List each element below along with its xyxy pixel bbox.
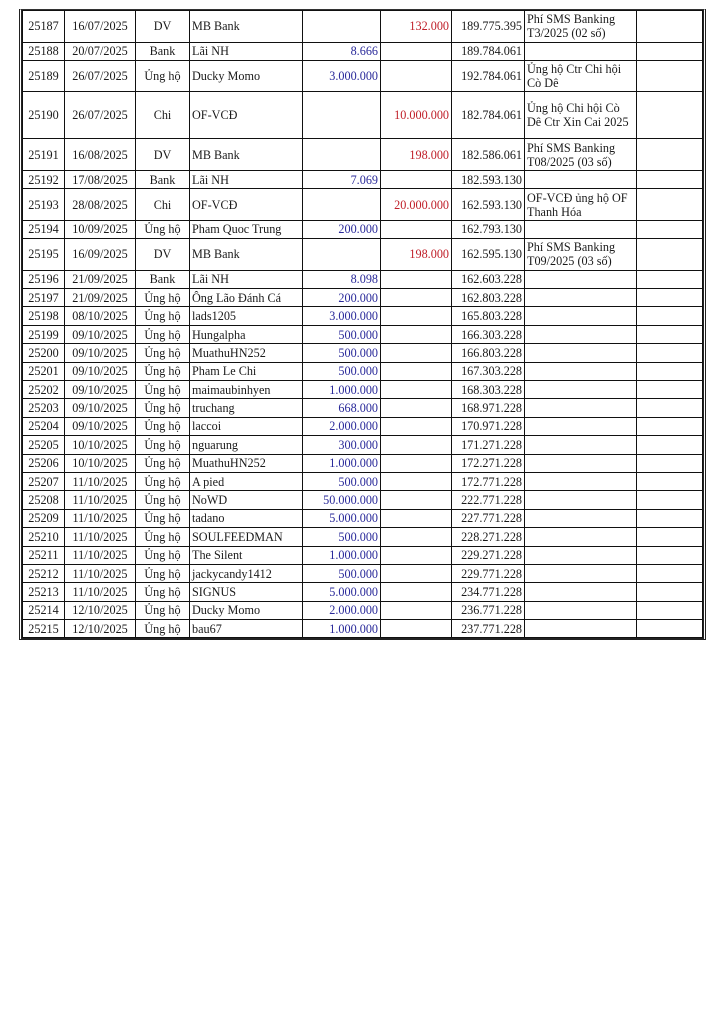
row-income: 2.000.000 bbox=[303, 417, 381, 435]
row-note bbox=[525, 509, 637, 527]
table-row bbox=[23, 239, 703, 271]
table-row bbox=[23, 399, 703, 417]
row-date: 11/10/2025 bbox=[65, 472, 136, 490]
row-extra bbox=[637, 381, 703, 399]
row-balance: 166.803.228 bbox=[452, 344, 525, 362]
row-balance: 234.771.228 bbox=[452, 583, 525, 601]
row-balance: 162.793.130 bbox=[452, 220, 525, 238]
row-date: 16/07/2025 bbox=[65, 11, 136, 43]
row-extra bbox=[637, 454, 703, 472]
row-balance: 229.771.228 bbox=[452, 564, 525, 582]
row-number: 25197 bbox=[23, 289, 65, 307]
row-expense bbox=[381, 307, 452, 325]
row-expense bbox=[381, 546, 452, 564]
row-name: tadano bbox=[190, 509, 303, 527]
row-note bbox=[525, 454, 637, 472]
row-date: 11/10/2025 bbox=[65, 528, 136, 546]
row-extra bbox=[637, 546, 703, 564]
row-extra bbox=[637, 270, 703, 288]
row-income: 200.000 bbox=[303, 289, 381, 307]
row-type: Ủng hộ bbox=[136, 344, 190, 362]
row-date: 21/09/2025 bbox=[65, 289, 136, 307]
row-number: 25205 bbox=[23, 436, 65, 454]
row-type: Ủng hộ bbox=[136, 60, 190, 92]
row-date: 08/10/2025 bbox=[65, 307, 136, 325]
row-number: 25204 bbox=[23, 417, 65, 435]
table-row bbox=[23, 344, 703, 362]
row-note bbox=[525, 417, 637, 435]
table-row bbox=[23, 270, 703, 288]
row-date: 12/10/2025 bbox=[65, 620, 136, 638]
row-income: 200.000 bbox=[303, 220, 381, 238]
row-income: 5.000.000 bbox=[303, 583, 381, 601]
row-number: 25191 bbox=[23, 139, 65, 171]
row-balance: 189.775.395 bbox=[452, 11, 525, 43]
row-extra bbox=[637, 472, 703, 490]
row-extra bbox=[637, 528, 703, 546]
row-income bbox=[303, 239, 381, 271]
row-number: 25207 bbox=[23, 472, 65, 490]
row-income bbox=[303, 189, 381, 221]
row-number: 25198 bbox=[23, 307, 65, 325]
row-number: 25208 bbox=[23, 491, 65, 509]
row-note bbox=[525, 620, 637, 638]
row-balance: 236.771.228 bbox=[452, 601, 525, 619]
row-income: 7.069 bbox=[303, 170, 381, 188]
row-expense bbox=[381, 344, 452, 362]
row-income: 1.000.000 bbox=[303, 381, 381, 399]
row-note bbox=[525, 546, 637, 564]
row-expense bbox=[381, 289, 452, 307]
row-name: A pied bbox=[190, 472, 303, 490]
row-extra bbox=[637, 60, 703, 92]
row-expense bbox=[381, 42, 452, 60]
row-extra bbox=[637, 239, 703, 271]
row-expense bbox=[381, 436, 452, 454]
row-type: Ủng hộ bbox=[136, 381, 190, 399]
row-extra bbox=[637, 344, 703, 362]
row-note: OF-VCĐ ủng hộ OF Thanh Hóa bbox=[525, 189, 637, 221]
row-type: Ủng hộ bbox=[136, 528, 190, 546]
row-name: The Silent bbox=[190, 546, 303, 564]
row-type: Bank bbox=[136, 270, 190, 288]
row-name: Pham Le Chi bbox=[190, 362, 303, 380]
table-row bbox=[23, 11, 703, 43]
row-note bbox=[525, 289, 637, 307]
row-expense bbox=[381, 381, 452, 399]
ledger-body bbox=[23, 11, 703, 638]
row-balance: 227.771.228 bbox=[452, 509, 525, 527]
row-expense bbox=[381, 601, 452, 619]
row-expense bbox=[381, 362, 452, 380]
table-row bbox=[23, 381, 703, 399]
row-type: Ủng hộ bbox=[136, 546, 190, 564]
row-note bbox=[525, 601, 637, 619]
table-row bbox=[23, 472, 703, 490]
row-name: Lãi NH bbox=[190, 42, 303, 60]
table-row bbox=[23, 546, 703, 564]
row-type: Ủng hộ bbox=[136, 325, 190, 343]
row-type: Ủng hộ bbox=[136, 454, 190, 472]
row-number: 25200 bbox=[23, 344, 65, 362]
row-expense: 198.000 bbox=[381, 139, 452, 171]
row-type: DV bbox=[136, 139, 190, 171]
row-type: Bank bbox=[136, 42, 190, 60]
row-number: 25210 bbox=[23, 528, 65, 546]
row-note bbox=[525, 325, 637, 343]
row-number: 25211 bbox=[23, 546, 65, 564]
row-expense bbox=[381, 620, 452, 638]
row-extra bbox=[637, 601, 703, 619]
row-type: Ủng hộ bbox=[136, 436, 190, 454]
row-note bbox=[525, 381, 637, 399]
row-balance: 182.784.061 bbox=[452, 92, 525, 139]
row-name: maimaubinhyen bbox=[190, 381, 303, 399]
row-number: 25213 bbox=[23, 583, 65, 601]
row-income: 300.000 bbox=[303, 436, 381, 454]
row-type: Ủng hộ bbox=[136, 509, 190, 527]
table-row bbox=[23, 362, 703, 380]
row-number: 25215 bbox=[23, 620, 65, 638]
row-extra bbox=[637, 417, 703, 435]
row-date: 21/09/2025 bbox=[65, 270, 136, 288]
row-name: Lãi NH bbox=[190, 170, 303, 188]
row-type: Ủng hộ bbox=[136, 220, 190, 238]
row-expense bbox=[381, 417, 452, 435]
row-balance: 162.603.228 bbox=[452, 270, 525, 288]
table-row bbox=[23, 325, 703, 343]
row-balance: 172.771.228 bbox=[452, 472, 525, 490]
row-name: MuathuHN252 bbox=[190, 344, 303, 362]
row-date: 11/10/2025 bbox=[65, 546, 136, 564]
row-date: 16/09/2025 bbox=[65, 239, 136, 271]
table-row bbox=[23, 139, 703, 171]
row-balance: 162.595.130 bbox=[452, 239, 525, 271]
row-date: 10/10/2025 bbox=[65, 454, 136, 472]
row-balance: 229.271.228 bbox=[452, 546, 525, 564]
row-type: DV bbox=[136, 11, 190, 43]
row-balance: 165.803.228 bbox=[452, 307, 525, 325]
row-expense bbox=[381, 472, 452, 490]
row-number: 25195 bbox=[23, 239, 65, 271]
row-expense bbox=[381, 170, 452, 188]
row-extra bbox=[637, 11, 703, 43]
row-note bbox=[525, 344, 637, 362]
row-income: 500.000 bbox=[303, 472, 381, 490]
row-income: 2.000.000 bbox=[303, 601, 381, 619]
row-number: 25194 bbox=[23, 220, 65, 238]
row-expense bbox=[381, 583, 452, 601]
table-row bbox=[23, 92, 703, 139]
row-expense bbox=[381, 325, 452, 343]
row-date: 10/09/2025 bbox=[65, 220, 136, 238]
row-number: 25214 bbox=[23, 601, 65, 619]
row-number: 25199 bbox=[23, 325, 65, 343]
row-date: 26/07/2025 bbox=[65, 92, 136, 139]
row-type: DV bbox=[136, 239, 190, 271]
row-name: MuathuHN252 bbox=[190, 454, 303, 472]
row-number: 25202 bbox=[23, 381, 65, 399]
table-row bbox=[23, 528, 703, 546]
row-date: 28/08/2025 bbox=[65, 189, 136, 221]
row-balance: 162.803.228 bbox=[452, 289, 525, 307]
row-income: 500.000 bbox=[303, 344, 381, 362]
row-type: Ủng hộ bbox=[136, 362, 190, 380]
row-extra bbox=[637, 325, 703, 343]
row-income: 50.000.000 bbox=[303, 491, 381, 509]
table-row bbox=[23, 170, 703, 188]
row-type: Ủng hộ bbox=[136, 601, 190, 619]
row-note bbox=[525, 307, 637, 325]
row-extra bbox=[637, 307, 703, 325]
row-name: Ducky Momo bbox=[190, 601, 303, 619]
row-expense: 132.000 bbox=[381, 11, 452, 43]
row-income: 5.000.000 bbox=[303, 509, 381, 527]
row-expense: 198.000 bbox=[381, 239, 452, 271]
row-date: 09/10/2025 bbox=[65, 399, 136, 417]
row-number: 25187 bbox=[23, 11, 65, 43]
row-date: 09/10/2025 bbox=[65, 417, 136, 435]
row-extra bbox=[637, 189, 703, 221]
table-row bbox=[23, 220, 703, 238]
table-row bbox=[23, 436, 703, 454]
row-balance: 189.784.061 bbox=[452, 42, 525, 60]
row-income: 3.000.000 bbox=[303, 60, 381, 92]
ledger-table bbox=[22, 10, 703, 638]
row-date: 16/08/2025 bbox=[65, 139, 136, 171]
row-note bbox=[525, 170, 637, 188]
row-extra bbox=[637, 362, 703, 380]
row-date: 11/10/2025 bbox=[65, 491, 136, 509]
row-extra bbox=[637, 564, 703, 582]
row-number: 25189 bbox=[23, 60, 65, 92]
row-expense bbox=[381, 60, 452, 92]
row-name: laccoi bbox=[190, 417, 303, 435]
table-row bbox=[23, 42, 703, 60]
row-balance: 168.971.228 bbox=[452, 399, 525, 417]
row-expense bbox=[381, 491, 452, 509]
row-number: 25203 bbox=[23, 399, 65, 417]
row-note bbox=[525, 42, 637, 60]
table-row bbox=[23, 601, 703, 619]
table-row bbox=[23, 620, 703, 638]
row-type: Ủng hộ bbox=[136, 491, 190, 509]
row-type: Ủng hộ bbox=[136, 472, 190, 490]
row-name: OF-VCĐ bbox=[190, 92, 303, 139]
row-extra bbox=[637, 491, 703, 509]
row-name: OF-VCĐ bbox=[190, 189, 303, 221]
row-income: 500.000 bbox=[303, 564, 381, 582]
row-type: Ủng hộ bbox=[136, 583, 190, 601]
table-row bbox=[23, 454, 703, 472]
row-income: 1.000.000 bbox=[303, 620, 381, 638]
row-extra bbox=[637, 220, 703, 238]
table-row bbox=[23, 189, 703, 221]
row-expense bbox=[381, 270, 452, 288]
row-name: SIGNUS bbox=[190, 583, 303, 601]
row-date: 09/10/2025 bbox=[65, 325, 136, 343]
row-note bbox=[525, 583, 637, 601]
row-expense bbox=[381, 528, 452, 546]
row-type: Ủng hộ bbox=[136, 289, 190, 307]
row-type: Ủng hộ bbox=[136, 417, 190, 435]
row-name: lads1205 bbox=[190, 307, 303, 325]
row-extra bbox=[637, 42, 703, 60]
row-name: bau67 bbox=[190, 620, 303, 638]
row-extra bbox=[637, 139, 703, 171]
row-date: 09/10/2025 bbox=[65, 344, 136, 362]
row-type: Ủng hộ bbox=[136, 564, 190, 582]
row-name: MB Bank bbox=[190, 139, 303, 171]
row-expense bbox=[381, 509, 452, 527]
row-date: 11/10/2025 bbox=[65, 564, 136, 582]
row-name: MB Bank bbox=[190, 11, 303, 43]
row-balance: 162.593.130 bbox=[452, 189, 525, 221]
row-extra bbox=[637, 620, 703, 638]
row-extra bbox=[637, 583, 703, 601]
table-row bbox=[23, 509, 703, 527]
row-balance: 167.303.228 bbox=[452, 362, 525, 380]
row-note: Phí SMS Banking T09/2025 (03 số) bbox=[525, 239, 637, 271]
row-expense bbox=[381, 220, 452, 238]
row-note bbox=[525, 528, 637, 546]
row-note: Phí SMS Banking T08/2025 (03 số) bbox=[525, 139, 637, 171]
row-number: 25201 bbox=[23, 362, 65, 380]
row-income bbox=[303, 92, 381, 139]
row-note bbox=[525, 399, 637, 417]
row-name: Ducky Momo bbox=[190, 60, 303, 92]
row-expense bbox=[381, 564, 452, 582]
row-type: Chi bbox=[136, 92, 190, 139]
row-balance: 182.593.130 bbox=[452, 170, 525, 188]
row-name: truchang bbox=[190, 399, 303, 417]
row-expense bbox=[381, 399, 452, 417]
row-number: 25209 bbox=[23, 509, 65, 527]
row-note: Ủng hộ Chi hội Cò Dê Ctr Xin Cai 2025 bbox=[525, 92, 637, 139]
row-name: NoWD bbox=[190, 491, 303, 509]
row-extra bbox=[637, 289, 703, 307]
row-income: 668.000 bbox=[303, 399, 381, 417]
table-row bbox=[23, 417, 703, 435]
row-number: 25188 bbox=[23, 42, 65, 60]
row-balance: 168.303.228 bbox=[452, 381, 525, 399]
row-extra bbox=[637, 436, 703, 454]
row-income bbox=[303, 11, 381, 43]
row-balance: 170.971.228 bbox=[452, 417, 525, 435]
row-note bbox=[525, 436, 637, 454]
row-number: 25192 bbox=[23, 170, 65, 188]
row-date: 12/10/2025 bbox=[65, 601, 136, 619]
row-income: 3.000.000 bbox=[303, 307, 381, 325]
row-number: 25193 bbox=[23, 189, 65, 221]
row-income: 500.000 bbox=[303, 528, 381, 546]
row-balance: 172.271.228 bbox=[452, 454, 525, 472]
row-date: 09/10/2025 bbox=[65, 362, 136, 380]
row-type: Chi bbox=[136, 189, 190, 221]
table-row bbox=[23, 564, 703, 582]
row-number: 25196 bbox=[23, 270, 65, 288]
row-expense: 20.000.000 bbox=[381, 189, 452, 221]
row-balance: 222.771.228 bbox=[452, 491, 525, 509]
row-number: 25206 bbox=[23, 454, 65, 472]
row-note bbox=[525, 362, 637, 380]
row-note bbox=[525, 472, 637, 490]
row-name: MB Bank bbox=[190, 239, 303, 271]
row-date: 09/10/2025 bbox=[65, 381, 136, 399]
row-date: 20/07/2025 bbox=[65, 42, 136, 60]
row-extra bbox=[637, 399, 703, 417]
row-income: 8.666 bbox=[303, 42, 381, 60]
row-date: 11/10/2025 bbox=[65, 583, 136, 601]
row-balance: 228.271.228 bbox=[452, 528, 525, 546]
row-note bbox=[525, 220, 637, 238]
table-row bbox=[23, 491, 703, 509]
row-note bbox=[525, 491, 637, 509]
row-balance: 237.771.228 bbox=[452, 620, 525, 638]
row-number: 25212 bbox=[23, 564, 65, 582]
row-name: SOULFEEDMAN bbox=[190, 528, 303, 546]
table-row bbox=[23, 289, 703, 307]
row-name: Hungalpha bbox=[190, 325, 303, 343]
row-number: 25190 bbox=[23, 92, 65, 139]
row-note bbox=[525, 564, 637, 582]
row-note bbox=[525, 270, 637, 288]
table-row bbox=[23, 60, 703, 92]
row-income: 500.000 bbox=[303, 325, 381, 343]
row-expense bbox=[381, 454, 452, 472]
row-income bbox=[303, 139, 381, 171]
row-income: 500.000 bbox=[303, 362, 381, 380]
ledger-table-frame bbox=[19, 9, 706, 640]
row-date: 11/10/2025 bbox=[65, 509, 136, 527]
table-row bbox=[23, 583, 703, 601]
row-date: 26/07/2025 bbox=[65, 60, 136, 92]
row-type: Ủng hộ bbox=[136, 620, 190, 638]
row-balance: 182.586.061 bbox=[452, 139, 525, 171]
row-extra bbox=[637, 170, 703, 188]
row-balance: 166.303.228 bbox=[452, 325, 525, 343]
row-note: Ủng hộ Ctr Chi hội Cò Dê bbox=[525, 60, 637, 92]
row-extra bbox=[637, 509, 703, 527]
row-expense: 10.000.000 bbox=[381, 92, 452, 139]
row-name: Lãi NH bbox=[190, 270, 303, 288]
row-date: 17/08/2025 bbox=[65, 170, 136, 188]
row-income: 8.098 bbox=[303, 270, 381, 288]
row-extra bbox=[637, 92, 703, 139]
row-type: Ủng hộ bbox=[136, 307, 190, 325]
row-name: Pham Quoc Trung bbox=[190, 220, 303, 238]
row-type: Bank bbox=[136, 170, 190, 188]
row-balance: 192.784.061 bbox=[452, 60, 525, 92]
row-name: nguarung bbox=[190, 436, 303, 454]
row-date: 10/10/2025 bbox=[65, 436, 136, 454]
table-row bbox=[23, 307, 703, 325]
row-name: jackycandy1412 bbox=[190, 564, 303, 582]
row-note: Phí SMS Banking T3/2025 (02 số) bbox=[525, 11, 637, 43]
row-income: 1.000.000 bbox=[303, 454, 381, 472]
row-type: Ủng hộ bbox=[136, 399, 190, 417]
row-balance: 171.271.228 bbox=[452, 436, 525, 454]
row-name: Ông Lão Đánh Cá bbox=[190, 289, 303, 307]
row-income: 1.000.000 bbox=[303, 546, 381, 564]
